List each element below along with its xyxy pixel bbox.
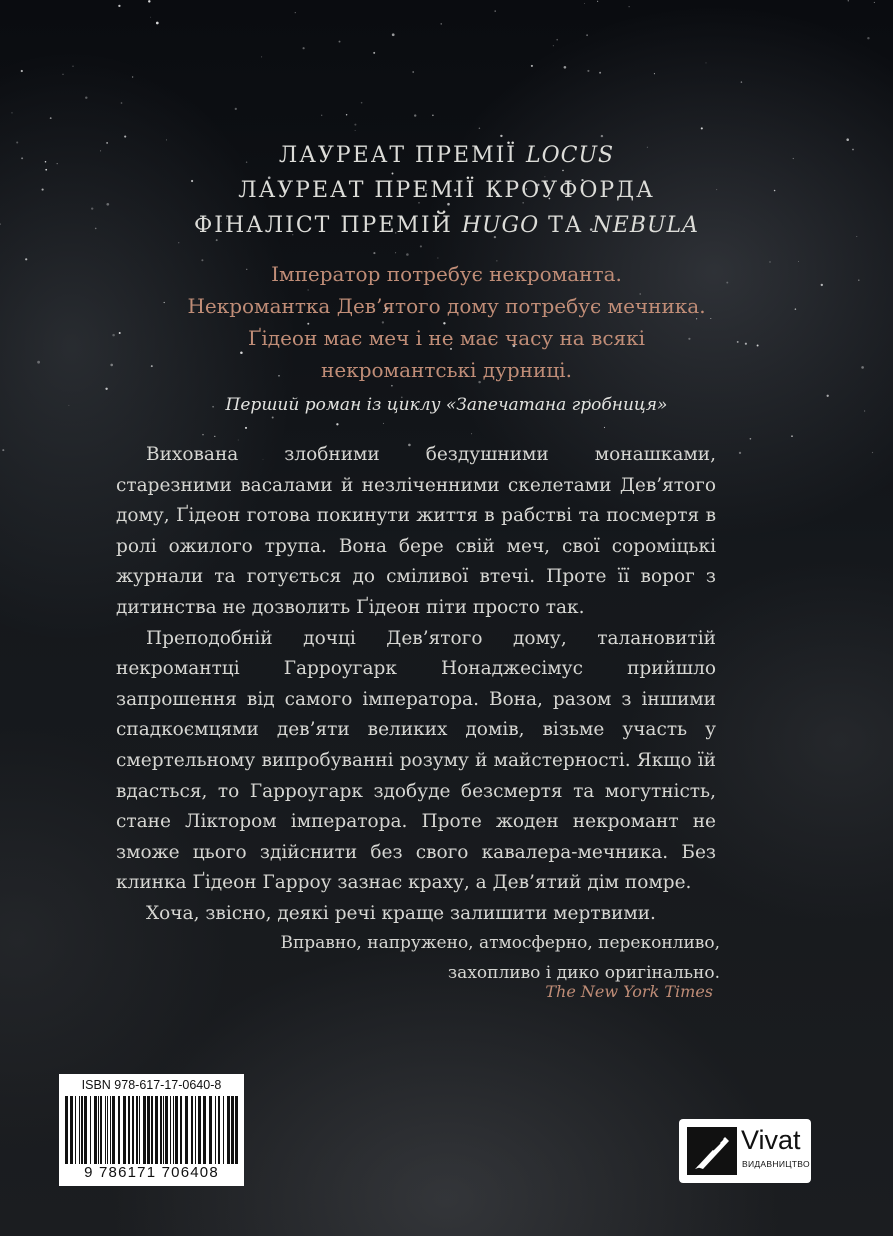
star bbox=[261, 56, 262, 57]
star bbox=[874, 2, 875, 3]
barcode-bar bbox=[235, 1096, 238, 1164]
star bbox=[597, 1, 598, 2]
star bbox=[336, 423, 338, 425]
barcode-bar bbox=[100, 1096, 102, 1164]
barcode-bar bbox=[175, 1096, 178, 1164]
star bbox=[500, 135, 502, 137]
star bbox=[72, 66, 73, 67]
barcode-bar bbox=[155, 1096, 158, 1164]
publisher-subtitle: ВИДАВНИЦТВО bbox=[742, 1159, 810, 1169]
star bbox=[629, 6, 630, 7]
awards-block bbox=[0, 138, 893, 243]
barcode-bar bbox=[160, 1096, 162, 1164]
star bbox=[587, 70, 589, 72]
star bbox=[872, 452, 873, 453]
blurb-paragraph: Преподобній дочці Дев’ятого дому, талановитій некромантці Гарроугарк Нонаджесімус прийшло запрошення від самого імператора. Вона, разом з іншими спадкоємцями дев’яти великих домів, візьме участь у смертельному випробуванні розуму й майстерності. Якщо їй вдасться, то Гарроугарк здобуде безсмертя та могутність, стане Ліктором імператора. Проте жоден некромант не зможе цього здійснити без свого кавалера-мечника. Без клинка Ґідеон Гарроу зазнає краху, а Дев’ятий дім помре. bbox=[116, 627, 716, 894]
star bbox=[420, 245, 422, 247]
barcode-bar bbox=[79, 1096, 80, 1164]
star bbox=[339, 41, 341, 43]
review-source: The New York Times bbox=[545, 982, 713, 1001]
barcode-bar bbox=[136, 1096, 138, 1164]
star bbox=[121, 102, 123, 104]
barcode-bar bbox=[123, 1096, 126, 1164]
barcode-bar bbox=[128, 1096, 130, 1164]
quill-logo-icon bbox=[687, 1127, 737, 1175]
barcode-bar bbox=[110, 1096, 111, 1164]
award-locus: ЛАУРЕАТ ПРЕМІЇ LOCUS bbox=[278, 143, 615, 168]
barcode-bar bbox=[163, 1096, 164, 1164]
star bbox=[118, 5, 120, 7]
barcode-bar bbox=[151, 1096, 153, 1164]
tagline-line: некромантські дурниці. bbox=[321, 358, 572, 382]
star bbox=[355, 130, 356, 131]
barcode-bar bbox=[173, 1096, 174, 1164]
star bbox=[412, 71, 414, 73]
star bbox=[373, 52, 375, 54]
barcode-bar bbox=[209, 1096, 212, 1164]
series-subtitle: Перший роман із циклу «Запечатана гробниця» bbox=[225, 395, 668, 415]
star bbox=[50, 117, 52, 119]
barcode-bar bbox=[84, 1096, 87, 1164]
tagline bbox=[0, 258, 893, 386]
star bbox=[848, 0, 849, 1]
review-quote bbox=[220, 928, 720, 988]
star bbox=[392, 33, 395, 36]
star bbox=[406, 253, 409, 256]
blurb-paragraph: Хоча, звісно, деякі речі краще залишити мертвими. bbox=[146, 902, 656, 924]
star bbox=[272, 417, 274, 419]
star bbox=[202, 434, 204, 436]
barcode-digits: 9 786171 706408 bbox=[84, 1164, 219, 1181]
star bbox=[105, 388, 107, 390]
barcode-bar bbox=[223, 1096, 224, 1164]
review-quote-line: захопливо і дико оригінально. bbox=[447, 963, 720, 983]
star bbox=[414, 114, 416, 116]
star bbox=[867, 37, 869, 39]
barcode-bar bbox=[98, 1096, 99, 1164]
star bbox=[321, 115, 322, 116]
barcode-bar bbox=[70, 1096, 73, 1164]
isbn-barcode bbox=[59, 1074, 244, 1186]
barcode-bar bbox=[81, 1096, 83, 1164]
barcode-bar bbox=[112, 1096, 115, 1164]
barcode-bar bbox=[203, 1096, 206, 1164]
barcode-bar bbox=[75, 1096, 76, 1164]
star bbox=[373, 252, 375, 254]
publisher-logo bbox=[679, 1119, 811, 1183]
barcode-bar bbox=[218, 1096, 220, 1164]
star bbox=[214, 436, 215, 437]
tagline-line: Некромантка Дев’ятого дому потребує мечника. bbox=[187, 294, 706, 318]
barcode-bar bbox=[118, 1096, 120, 1164]
star bbox=[601, 135, 603, 137]
barcode-bar bbox=[198, 1096, 201, 1164]
star bbox=[361, 102, 363, 104]
barcode-bar bbox=[105, 1096, 106, 1164]
star bbox=[531, 65, 533, 67]
star bbox=[156, 22, 159, 25]
star bbox=[63, 74, 64, 75]
star bbox=[303, 47, 305, 49]
star bbox=[791, 435, 793, 437]
blurb bbox=[116, 440, 716, 930]
star bbox=[599, 72, 601, 74]
barcode-bar bbox=[185, 1096, 188, 1164]
barcode-bar bbox=[227, 1096, 230, 1164]
star bbox=[245, 427, 247, 429]
star bbox=[586, 34, 588, 36]
barcode-bar bbox=[139, 1096, 140, 1164]
award-crawford: ЛАУРЕАТ ПРЕМІЇ КРОУФОРДА bbox=[238, 178, 655, 203]
star bbox=[471, 433, 472, 434]
barcode-bar bbox=[147, 1096, 150, 1164]
star bbox=[654, 73, 655, 74]
barcode-bar bbox=[107, 1096, 108, 1164]
star bbox=[705, 62, 706, 63]
star bbox=[21, 70, 23, 72]
star bbox=[383, 423, 384, 424]
star bbox=[441, 23, 442, 24]
barcode-bar bbox=[215, 1096, 216, 1164]
star bbox=[556, 39, 558, 41]
barcode-bar bbox=[132, 1096, 134, 1164]
star bbox=[148, 0, 150, 2]
star bbox=[750, 438, 752, 440]
barcode-bar bbox=[231, 1096, 234, 1164]
star bbox=[584, 3, 585, 4]
barcode-bar bbox=[94, 1096, 97, 1164]
publisher-name: Vivat bbox=[741, 1125, 801, 1155]
barcode-bar bbox=[90, 1096, 91, 1164]
award-finalist: ФІНАЛІСТ ПРЕМІЙ HUGO ТА NEBULA bbox=[194, 213, 699, 238]
tagline-line: Імператор потребує некроманта. bbox=[271, 262, 622, 286]
star bbox=[432, 115, 434, 117]
tagline-line: Ґідеон має меч і не має часу на всякі bbox=[247, 326, 646, 350]
barcode-bar bbox=[191, 1096, 193, 1164]
barcode-bar bbox=[143, 1096, 146, 1164]
star bbox=[354, 124, 356, 126]
star bbox=[479, 128, 481, 130]
star bbox=[739, 452, 741, 454]
star bbox=[494, 10, 495, 11]
star bbox=[132, 76, 133, 77]
barcode-bar bbox=[195, 1096, 196, 1164]
star bbox=[11, 112, 12, 113]
star bbox=[553, 45, 554, 46]
barcode-bar bbox=[165, 1096, 168, 1164]
star bbox=[85, 97, 87, 99]
blurb-paragraph: Вихована злобними бездушними монашками, старезними васалами й незліченними скелетами Дев’ятого дому, Ґідеон готова покинути життя в рабстві та посмертя в ролі ожилого трупа. Вона бере свій меч, свої сороміцькі журнали та готується до сміливої втечі. Проте її ворог з дитинства не дозволить Ґідеон піти просто так. bbox=[116, 444, 716, 618]
isbn-label: ISBN 978-617-17-0640-8 bbox=[81, 1078, 222, 1092]
barcode-bars bbox=[63, 1096, 240, 1164]
star bbox=[604, 427, 605, 428]
barcode-bar bbox=[170, 1096, 171, 1164]
star bbox=[235, 108, 237, 110]
star bbox=[150, 17, 151, 18]
review-quote-line: Вправно, напружено, атмосферно, переконливо, bbox=[280, 933, 720, 953]
star bbox=[295, 12, 296, 13]
star bbox=[2, 449, 4, 451]
star bbox=[701, 127, 703, 129]
star bbox=[346, 114, 347, 115]
barcode-bar bbox=[65, 1096, 68, 1164]
star bbox=[395, 252, 396, 253]
barcode-bar bbox=[180, 1096, 182, 1164]
star bbox=[741, 81, 742, 82]
star bbox=[564, 66, 567, 69]
